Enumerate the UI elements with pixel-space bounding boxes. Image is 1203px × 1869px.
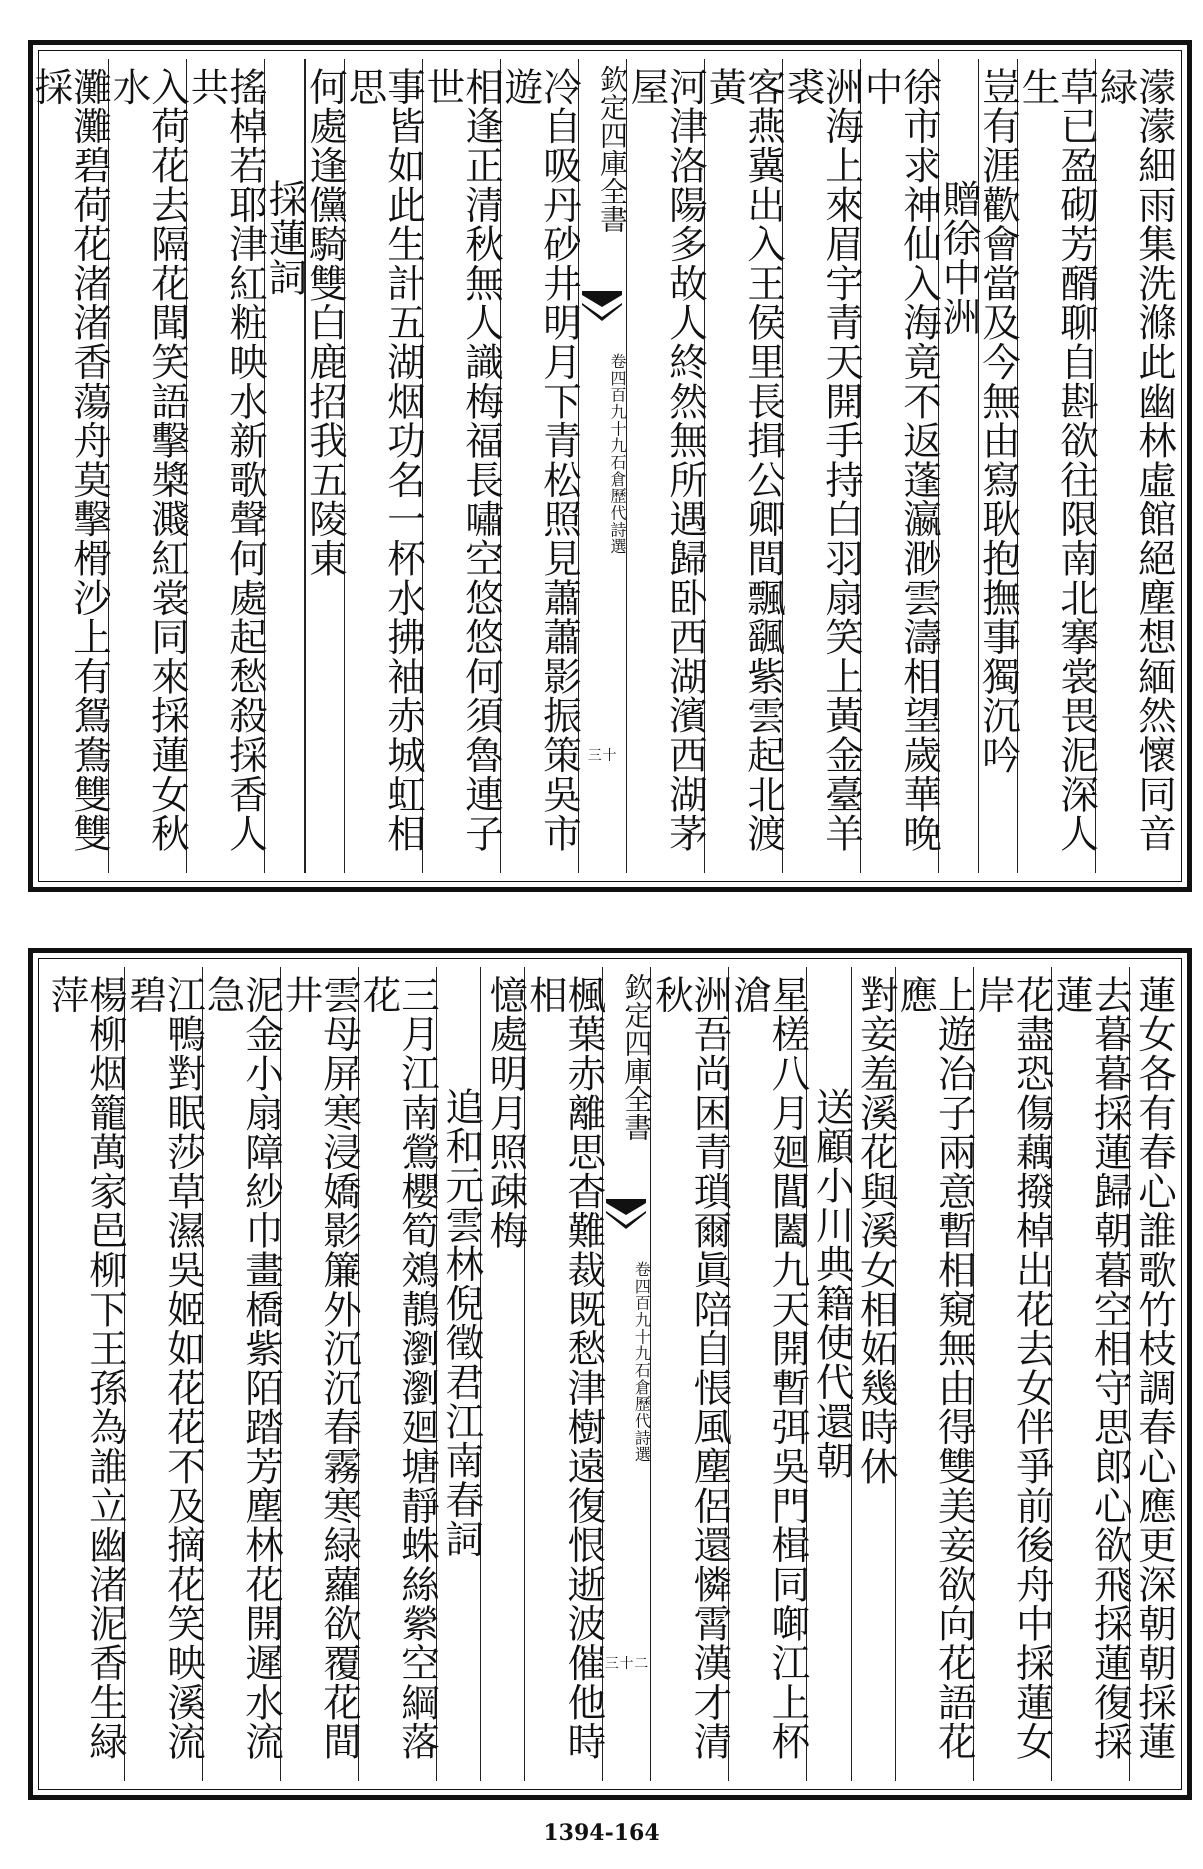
text-column: 憶處明月照疎梅: [481, 967, 525, 1781]
text-column: 雲母屏寒浸嬌影簾外沉沉春霧寒緑蘿欲覆花間井: [281, 967, 359, 1781]
spine-subtitle: [603, 1252, 650, 1472]
text-column: 客燕冀出入王侯里長揖公卿間飄颻紫雲起北渡黃: [705, 59, 783, 873]
spine-collection: 石倉歷代詩選: [632, 1362, 652, 1463]
text-column: 相逢正清秋無人識梅福長嘯空悠悠何須魯連子世: [423, 59, 501, 873]
text-column: 蓮女各有春心誰歌竹枝調春心應更深朝朝採蓮: [1132, 975, 1177, 1761]
text-column: 搖棹若耶津紅粧映水新歌聲何處起愁殺採香人共: [187, 59, 265, 873]
text-column: 事皆如此生計五湖烟功名一杯水拂袖赤城虹相思: [345, 59, 423, 873]
text-column: 江鴨對眠莎草濕吳姬如花花不及摘花笑映溪流碧: [125, 967, 203, 1781]
fish-tail-mark-icon: [582, 291, 622, 321]
text-column: 徐市求神仙入海竟不返蓬瀛渺雲濤相望歲華晚中: [861, 59, 939, 873]
text-column: 豈有涯歡會當及今無由寫耿抱撫事獨沉吟: [979, 59, 1019, 873]
text-column: 入荷花去隔花聞笑語擊槳濺紅裳同來採蓮女秋水: [109, 59, 187, 873]
poem-title: 追和元雲林倪徵君江南春詞: [437, 967, 481, 1781]
bottom-page: [28, 948, 1192, 1800]
spine-title: 欽定四庫全書: [620, 973, 654, 1141]
poem-title: 贈徐中洲: [939, 59, 979, 873]
page-footer-number: 1394-164: [543, 1820, 660, 1846]
text-columns: [28, 59, 1177, 873]
text-column: 濛濛細雨集洗滌此幽林虛館絕塵想緬然懷同音緑: [1093, 67, 1177, 853]
spine-volume: 卷四百九十九: [632, 1261, 652, 1362]
spine-collection: 石倉歷代詩選: [608, 454, 627, 555]
poem-title: 送顧小川典籍使代還朝: [807, 967, 851, 1781]
text-column: 楓葉赤離思杳難裁既愁津樹遠復恨逝波催他時相: [525, 967, 603, 1781]
text-columns: [44, 967, 1177, 1781]
text-column: 冷自吸丹砂井明月下青松照見蕭蕭影振策吳市遊: [501, 59, 579, 873]
text-column: 洲海上來眉宇青天開手持白羽扇笑上黃金臺羊裘: [783, 59, 861, 873]
text-column: 草已盈砌芳醑聊自斟欲往限南北搴裳畏泥深人生: [1018, 59, 1096, 873]
text-column: 泥金小扇障紗巾畫橋紫陌踏芳塵林花開遲水流急: [203, 967, 281, 1781]
center-spine: [579, 59, 627, 873]
text-column: 灘灘碧荷花渚渚香蕩舟莫擊榾沙上有鴛鴦雙雙採: [31, 59, 109, 873]
spine-page-number: 三十: [587, 748, 618, 764]
spine-page-number: 三十二: [604, 1656, 650, 1672]
text-column: 上遊冶子兩意暫相窺無由得雙美妾欲向花語花應: [896, 967, 974, 1781]
text-column: 三月江南鶯櫻筍鵁鶄瀏瀏廻塘靜蛛絲縈空綱落花: [359, 967, 437, 1781]
text-column: 楊柳烟籠萬家邑柳下王孫為誰立幽渚泥香生緑萍: [47, 967, 125, 1781]
text-column: 去暮暮採蓮歸朝暮空相守思郎心欲飛採蓮復採蓮: [1052, 967, 1130, 1781]
text-column: 何處逢儻騎雙白鹿招我五陵東: [306, 59, 346, 873]
poem-title: 採蓮詞: [265, 59, 305, 873]
text-column: 對妾羞溪花與溪女相妬幾時休: [852, 967, 896, 1781]
text-column: 花盡恐傷藕撥棹出花去女伴爭前後舟中採蓮女岸: [974, 967, 1052, 1781]
center-spine: [603, 967, 654, 1781]
spine-subtitle: [579, 344, 626, 564]
top-page: [28, 40, 1192, 892]
text-column: 星槎八月廻閶闔九天開暫弭吳門楫同啣江上杯滄: [729, 967, 807, 1781]
text-column: 河津洛陽多故人終然無所遇歸卧西湖濱西湖茅屋: [627, 59, 705, 873]
spine-title: 欽定四庫全書: [596, 65, 629, 233]
spine-volume: 卷四百九十九: [608, 353, 627, 454]
fish-tail-mark-icon: [606, 1199, 646, 1229]
text-column: 洲吾尚困青瑣爾眞陪自悵風塵侶還憐霄漢才清秋: [651, 967, 729, 1781]
